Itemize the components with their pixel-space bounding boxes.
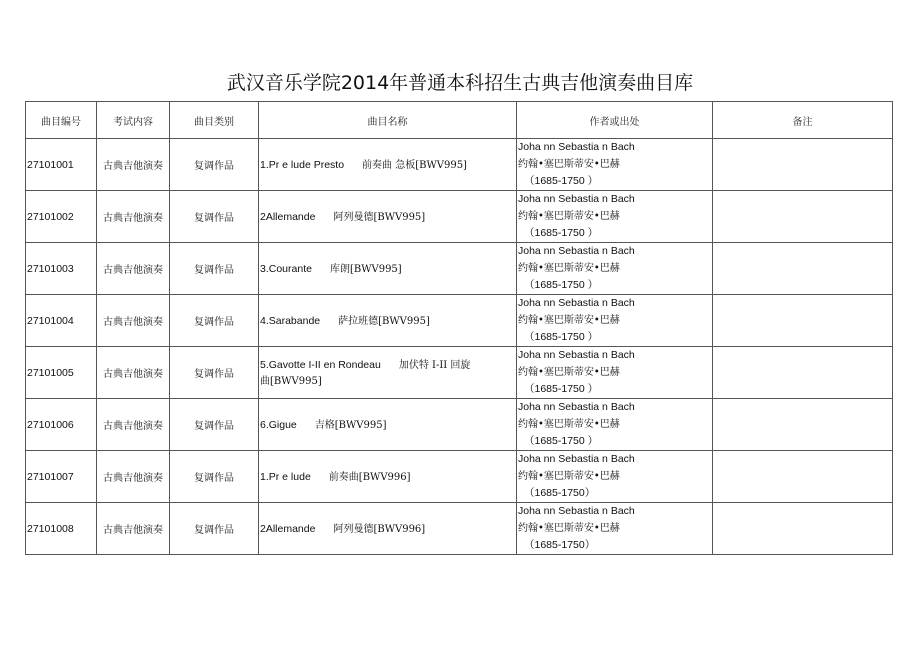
- cell-name: [259, 139, 517, 191]
- cell-remarks: [713, 295, 893, 347]
- cell-category: 复调作品: [170, 451, 259, 503]
- piece-title-en: 1.Pr e lude: [260, 471, 311, 483]
- cell-remarks: [713, 243, 893, 295]
- table-row: [26, 399, 893, 451]
- cell-content: 古典吉他演奏: [97, 191, 170, 243]
- cell-author: [517, 295, 713, 347]
- cell-name: [259, 347, 517, 399]
- cell-name: [259, 503, 517, 555]
- cell-code: 27101008: [26, 503, 97, 555]
- author-name-en: Joha nn Sebastia n Bach: [518, 141, 635, 153]
- piece-title-zh: 加伏特 I-II 回旋: [398, 360, 471, 371]
- author-name-zh: 约翰•塞巴斯蒂安•巴赫: [518, 523, 620, 534]
- cell-remarks: [713, 347, 893, 399]
- cell-author: [517, 243, 713, 295]
- cell-content: 古典吉他演奏: [97, 243, 170, 295]
- cell-author: [517, 451, 713, 503]
- table-row: [26, 347, 893, 399]
- table-header: [26, 102, 893, 139]
- cell-code: 27101007: [26, 451, 97, 503]
- cell-code: 27101004: [26, 295, 97, 347]
- author-name-en: Joha nn Sebastia n Bach: [518, 453, 635, 465]
- cell-category: 复调作品: [170, 503, 259, 555]
- cell-author: [517, 503, 713, 555]
- author-name-en: Joha nn Sebastia n Bach: [518, 245, 635, 257]
- cell-author: [517, 399, 713, 451]
- piece-title-en: 3.Courante: [260, 263, 312, 275]
- table-row: [26, 295, 893, 347]
- cell-remarks: [713, 451, 893, 503]
- piece-title-en: 1.Pr e lude Presto: [260, 159, 345, 171]
- author-name-zh: 约翰•塞巴斯蒂安•巴赫: [518, 367, 620, 378]
- table-row: [26, 243, 893, 295]
- cell-category: 复调作品: [170, 191, 259, 243]
- piece-title-zh: 萨拉班德[BWV995]: [338, 316, 430, 327]
- cell-code: 27101006: [26, 399, 97, 451]
- author-years: （1685-1750 ）: [524, 175, 599, 187]
- table-body: [26, 139, 893, 555]
- cell-content: 古典吉他演奏: [97, 295, 170, 347]
- header-name: 曲目名称: [259, 102, 517, 139]
- repertoire-table: [25, 101, 893, 555]
- cell-author: [517, 139, 713, 191]
- cell-code: 27101005: [26, 347, 97, 399]
- cell-author: [517, 191, 713, 243]
- table-row: [26, 451, 893, 503]
- author-name-en: Joha nn Sebastia n Bach: [518, 401, 635, 413]
- cell-code: 27101001: [26, 139, 97, 191]
- author-name-zh: 约翰•塞巴斯蒂安•巴赫: [518, 211, 620, 222]
- cell-category: 复调作品: [170, 243, 259, 295]
- author-name-zh: 约翰•塞巴斯蒂安•巴赫: [518, 471, 620, 482]
- cell-name: [259, 399, 517, 451]
- cell-remarks: [713, 191, 893, 243]
- piece-title-zh: 库朗[BWV995]: [329, 264, 402, 275]
- header-code: 曲目编号: [26, 102, 97, 139]
- cell-content: 古典吉他演奏: [97, 451, 170, 503]
- header-row: [26, 102, 893, 139]
- cell-code: 27101002: [26, 191, 97, 243]
- author-name-en: Joha nn Sebastia n Bach: [518, 505, 635, 517]
- cell-remarks: [713, 399, 893, 451]
- piece-title-zh: 吉格[BWV995]: [314, 420, 387, 431]
- cell-category: 复调作品: [170, 399, 259, 451]
- author-years: （1685-1750 ）: [524, 383, 599, 395]
- cell-name: [259, 451, 517, 503]
- author-years: （1685-1750 ）: [524, 435, 599, 447]
- author-name-zh: 约翰•塞巴斯蒂安•巴赫: [518, 263, 620, 274]
- cell-author: [517, 347, 713, 399]
- header-remarks: 备注: [713, 102, 893, 139]
- document-title: 武汉音乐学院2014年普通本科招生古典吉他演奏曲目库: [226, 72, 694, 94]
- cell-category: 复调作品: [170, 139, 259, 191]
- piece-title-en: 2Allemande: [260, 523, 316, 535]
- author-name-en: Joha nn Sebastia n Bach: [518, 297, 635, 309]
- cell-name: [259, 191, 517, 243]
- cell-remarks: [713, 503, 893, 555]
- cell-remarks: [713, 139, 893, 191]
- piece-title-zh: 前奏曲[BWV996]: [328, 472, 411, 483]
- author-years: （1685-1750 ）: [524, 227, 599, 239]
- author-name-zh: 约翰•塞巴斯蒂安•巴赫: [518, 419, 620, 430]
- piece-title-zh: 前奏曲 急板[BWV995]: [362, 160, 467, 171]
- piece-title-en: 2Allemande: [260, 211, 316, 223]
- table-row: [26, 191, 893, 243]
- piece-title-en: 5.Gavotte I-II en Rondeau: [260, 359, 381, 371]
- author-years: （1685-1750 ）: [524, 279, 599, 291]
- author-name-en: Joha nn Sebastia n Bach: [518, 349, 635, 361]
- cell-content: 古典吉他演奏: [97, 347, 170, 399]
- cell-content: 古典吉他演奏: [97, 139, 170, 191]
- author-name-zh: 约翰•塞巴斯蒂安•巴赫: [518, 159, 620, 170]
- author-name-zh: 约翰•塞巴斯蒂安•巴赫: [518, 315, 620, 326]
- piece-title-zh: 阿列曼德[BWV995]: [333, 212, 426, 223]
- author-years: （1685-1750 ）: [524, 331, 599, 343]
- piece-title-en: 6.Gigue: [260, 419, 297, 431]
- cell-name: [259, 295, 517, 347]
- cell-name: [259, 243, 517, 295]
- table-row: [26, 139, 893, 191]
- author-years: （1685-1750）: [524, 539, 596, 551]
- header-category: 曲目类别: [170, 102, 259, 139]
- cell-content: 古典吉他演奏: [97, 503, 170, 555]
- cell-code: 27101003: [26, 243, 97, 295]
- piece-title-en: 4.Sarabande: [260, 315, 321, 327]
- author-name-en: Joha nn Sebastia n Bach: [518, 193, 635, 205]
- header-author: 作者或出处: [517, 102, 713, 139]
- piece-title-cont: 曲[BWV995]: [260, 376, 322, 387]
- cell-category: 复调作品: [170, 295, 259, 347]
- table-row: [26, 503, 893, 555]
- cell-category: 复调作品: [170, 347, 259, 399]
- piece-title-zh: 阿列曼德[BWV996]: [333, 524, 426, 535]
- header-content: 考试内容: [97, 102, 170, 139]
- author-years: （1685-1750）: [524, 487, 596, 499]
- cell-content: 古典吉他演奏: [97, 399, 170, 451]
